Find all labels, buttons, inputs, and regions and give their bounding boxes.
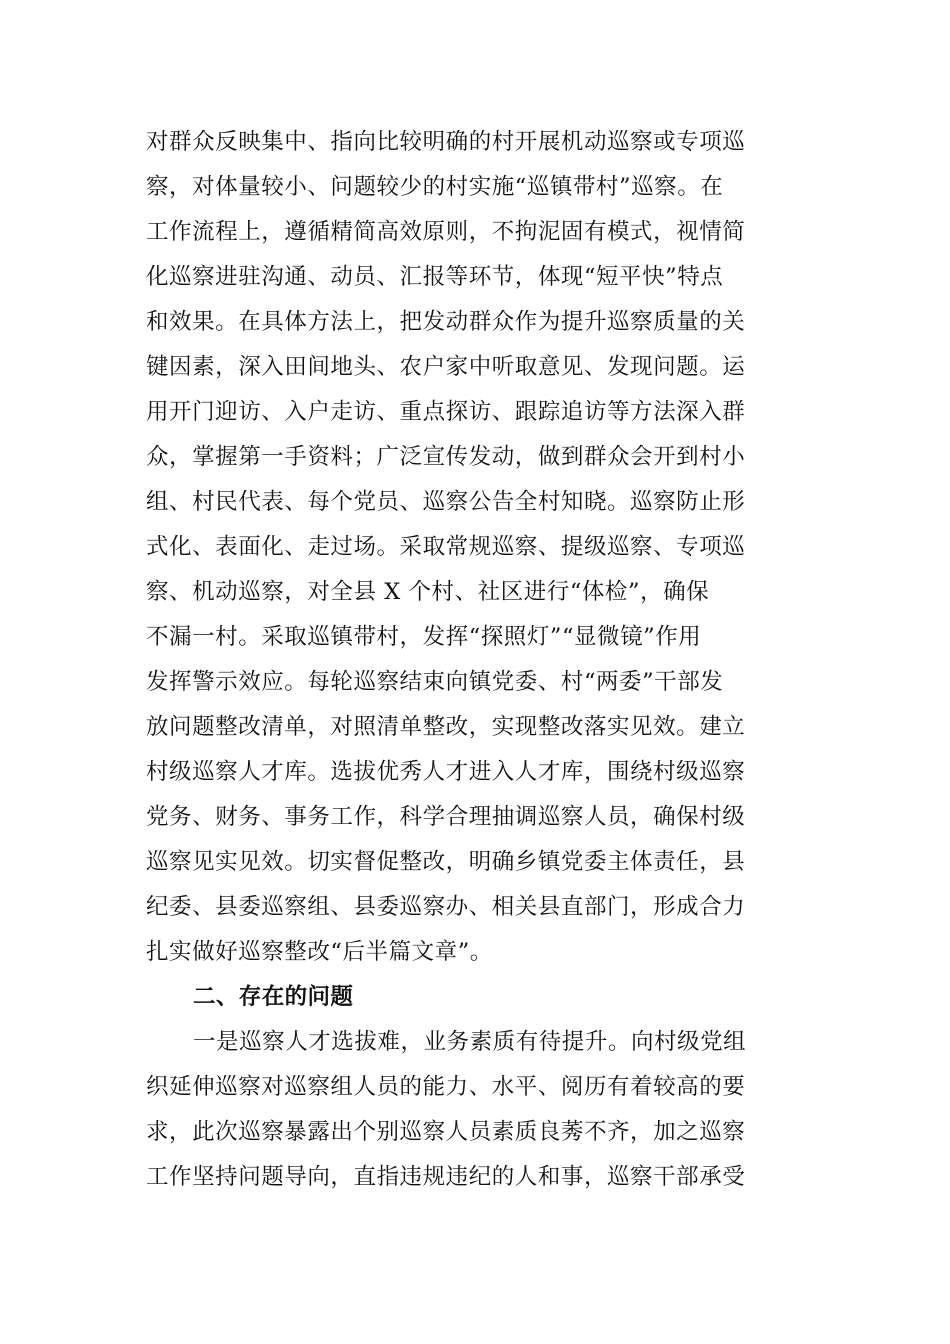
text-line: 织延伸巡察对巡察组人员的能力、水平、阅历有着较高的要 bbox=[146, 1074, 746, 1100]
text-line: 键因素，深入田间地头、农户家中听取意见、发现问题。运 bbox=[146, 354, 746, 380]
text-line: 求，此次巡察暴露出个别巡察人员素质良莠不齐，加之巡察 bbox=[146, 1119, 746, 1145]
text-line: 和效果。在具体方法上，把发动群众作为提升巡察质量的关 bbox=[146, 309, 746, 335]
text-line: 扎实做好巡察整改“后半篇文章”。 bbox=[146, 939, 493, 965]
text-line: 察，对体量较小、问题较少的村实施“巡镇带村”巡察。在 bbox=[146, 174, 724, 200]
text-line: 对群众反映集中、指向比较明确的村开展机动巡察或专项巡 bbox=[146, 129, 746, 155]
text-line: 化巡察进驻沟通、动员、汇报等环节，体现“短平快”特点 bbox=[146, 264, 724, 290]
text-line: 组、村民代表、每个党员、巡察公告全村知晓。巡察防止形 bbox=[146, 489, 746, 515]
text-line: 巡察见实见效。切实督促整改，明确乡镇党委主体责任，县 bbox=[146, 849, 746, 875]
text-line: 工作流程上，遵循精简高效原则，不拘泥固有模式，视情简 bbox=[146, 219, 746, 245]
text-line: 放问题整改清单，对照清单整改，实现整改落实见效。建立 bbox=[146, 714, 746, 740]
text-line: 一是巡察人才选拔难，业务素质有待提升。向村级党组 bbox=[193, 1029, 747, 1055]
text-line: 工作坚持问题导向，直指违规违纪的人和事，巡察干部承受 bbox=[146, 1164, 746, 1190]
text-line: 众，掌握第一手资料；广泛宣传发动，做到群众会开到村小 bbox=[146, 444, 746, 470]
text-line: 察、机动巡察，对全县 X 个村、社区进行“体检”，确保 bbox=[146, 579, 710, 605]
text-line: 用开门迎访、入户走访、重点探访、跟踪追访等方法深入群 bbox=[146, 399, 746, 425]
text-line: 不漏一村。采取巡镇带村，发挥“探照灯”“显微镜”作用 bbox=[146, 624, 702, 650]
section-heading: 二、存在的问题 bbox=[193, 984, 354, 1010]
text-line: 党务、财务、事务工作，科学合理抽调巡察人员，确保村级 bbox=[146, 804, 746, 830]
text-line: 纪委、县委巡察组、县委巡察办、相关县直部门，形成合力 bbox=[146, 894, 746, 920]
text-line: 发挥警示效应。每轮巡察结束向镇党委、村“两委”干部发 bbox=[146, 669, 724, 695]
document-body bbox=[146, 120, 806, 1200]
text-line: 式化、表面化、走过场。采取常规巡察、提级巡察、专项巡 bbox=[146, 534, 746, 560]
text-line: 村级巡察人才库。选拔优秀人才进入人才库，围绕村级巡察 bbox=[146, 759, 746, 785]
